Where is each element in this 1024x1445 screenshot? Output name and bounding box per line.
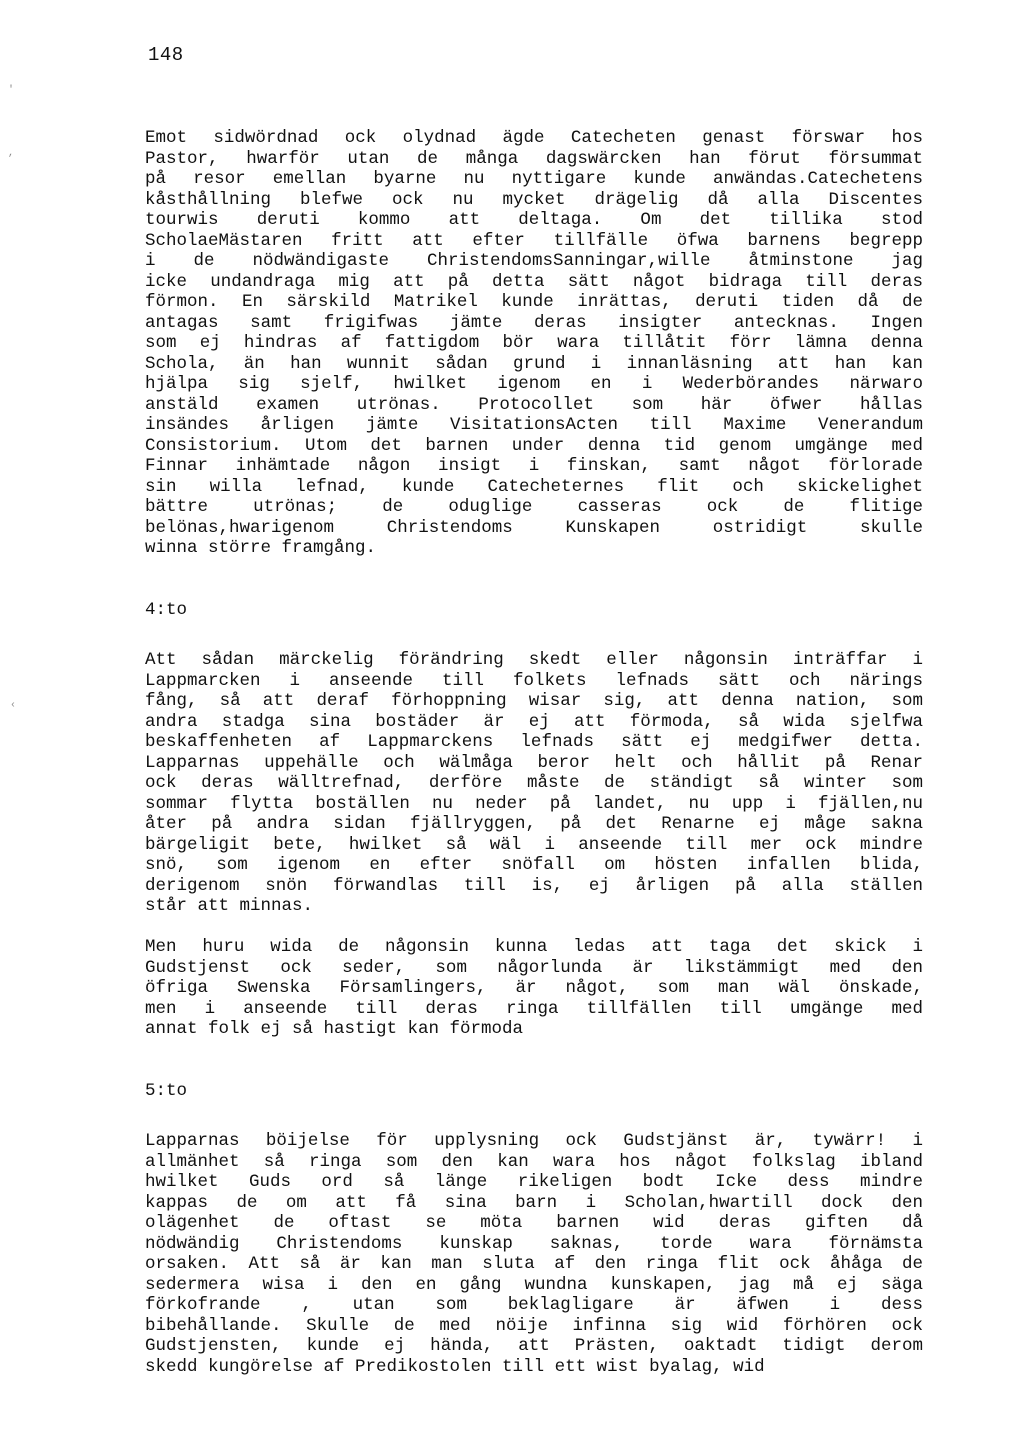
- document-body: [145, 128, 923, 1377]
- text-line: Gudstjensten, kunde ej hända, att Prästen, oaktadt tidigt derom: [145, 1336, 923, 1356]
- text-line: insändes årligen jämte VisitationsActen till Maxime Venerandum: [145, 415, 923, 435]
- paragraph: [145, 937, 923, 1040]
- text-line: nödwändig Christendoms kunskap saknas, torde wara förnämsta: [145, 1233, 923, 1254]
- text-line: skedd kungörelse af Predikostolen till ett wist byalag, wid: [145, 1356, 765, 1377]
- text-line: Men huru wida de någonsin kunna ledas att taga det skick i: [145, 937, 923, 957]
- text-line: tourwis deruti kommo att deltaga. Om det tillika stod: [145, 210, 923, 230]
- text-line: hjälpa sig sjelf, hwilket igenom en i Wederbörandes närwaro: [145, 374, 923, 394]
- page-number: 148: [148, 44, 184, 66]
- text-line: andra stadga sina bostäder är ej att förmoda, så wida sjelfwa: [145, 711, 923, 732]
- text-line: bärgeligit bete, hwilket så wäl i anseende till mer ock mindre: [145, 834, 923, 855]
- margin-mark: ': [8, 85, 15, 96]
- text-line: kåsthållning blefwe ock nu mycket drägelig då alla Discentes: [145, 189, 923, 210]
- paragraph: [145, 128, 923, 559]
- text-line: antagas samt frigifwas jämte deras insigter antecknas. Ingen: [145, 312, 923, 333]
- text-line: sedermera wisa i den en gång wundna kunskapen, jag må ej säga: [145, 1274, 923, 1295]
- text-line: Pastor, hwarför utan de många dagswärcken han förut försummat: [145, 148, 923, 169]
- text-line: som ej hindras af fattigdom bör wara tillåtit förr lämna denna: [145, 333, 923, 353]
- text-line: öfriga Swenska Församlingers, är något, som man wäl önskade,: [145, 978, 923, 998]
- text-line: annat folk ej så hastigt kan förmoda: [145, 1019, 524, 1039]
- text-line: icke undandraga mig att på detta sätt något bidraga till deras: [145, 271, 923, 292]
- text-line: i de nödwändigaste ChristendomsSanningar,wille åtminstone jag: [145, 251, 923, 271]
- text-line: ock deras wälltrefnad, derföre måste de ständigt så winter som: [145, 773, 923, 793]
- text-line: Consistorium. Utom det barnen under denna tid genom umgänge med: [145, 435, 923, 456]
- text-line: förmon. En särskild Matrikel kunde inrättas, deruti tiden då de: [145, 292, 923, 312]
- text-line: allmänhet så ringa som den kan wara hos något folkslag ibland: [145, 1151, 923, 1172]
- text-line: anstäld examen utrönas. Protocollet som här öfwer hållas: [145, 394, 923, 415]
- text-line: men i anseende till deras ringa tillfällen till umgänge med: [145, 998, 923, 1019]
- text-line: kappas de om att få sina barn i Scholan,hwartill dock den: [145, 1192, 923, 1213]
- text-line: ScholaeMästaren fritt att efter tillfälle öfwa barnens begrepp: [145, 230, 923, 251]
- text-line: Lapparnas böijelse för upplysning ock Gudstjänst är, tywärr! i: [145, 1131, 923, 1151]
- text-line: bättre utrönas; de oduglige casseras ock de flitige: [145, 497, 923, 517]
- margin-mark: ‹: [10, 700, 17, 711]
- paragraph: [145, 650, 923, 917]
- text-line: Gudstjenst ock seder, som någorlunda är likstämmigt med den: [145, 957, 923, 978]
- text-line: står att minnas.: [145, 896, 314, 916]
- text-line: winna större framgång.: [145, 538, 377, 558]
- text-line: fång, så att deraf förhoppning wisar sig, att denna nation, som: [145, 691, 923, 711]
- text-line: Finnar inhämtade någon insigt i finskan, samt något förlorade: [145, 456, 923, 476]
- text-line: förkofrande , utan som beklagligare är äfwen i dess: [145, 1295, 923, 1315]
- text-line: åter på andra sidan fjällryggen, på det Renarne ej måge sakna: [145, 814, 923, 834]
- text-line: beskaffenheten af Lappmarckens lefnads sätt ej medgifwer detta.: [145, 732, 923, 752]
- text-line: på resor emellan byarne nu nyttigare kunde anwändas.Catechetens: [145, 169, 923, 189]
- text-line: hwilket Guds ord så länge rikeligen bodt Icke dess mindre: [145, 1172, 923, 1192]
- text-line: Lappmarcken i anseende till folkets lefnads sätt och närings: [145, 670, 923, 691]
- margin-mark: ,: [8, 148, 15, 159]
- section-heading: 5:to: [145, 1080, 188, 1101]
- text-line: sommar flytta boställen nu neder på landet, nu upp i fjällen,nu: [145, 793, 923, 814]
- section-heading: 4:to: [145, 599, 188, 620]
- text-line: Emot sidwördnad ock olydnad ägde Catecheten genast förswar hos: [145, 128, 923, 148]
- text-line: olägenhet de oftast se möta barnen wid deras giften då: [145, 1213, 923, 1233]
- text-line: snö, som igenom en efter snöfall om hösten infallen blida,: [145, 855, 923, 875]
- text-line: Schola, än han wunnit sådan grund i innanläsning att han kan: [145, 353, 923, 374]
- text-line: orsaken. Att så är kan man sluta af den ringa flit ock åhåga de: [145, 1254, 923, 1274]
- text-line: Lapparnas uppehälle och wälmåga beror helt och hållit på Renar: [145, 752, 923, 773]
- text-line: bibehållande. Skulle de med nöije infinna sig wid förhören ock: [145, 1315, 923, 1336]
- text-line: belönas,hwarigenom Christendoms Kunskapen ostridigt skulle: [145, 517, 923, 538]
- text-line: sin willa lefnad, kunde Catecheternes flit och skickelighet: [145, 476, 923, 497]
- paragraph: [145, 1131, 923, 1377]
- text-line: Att sådan märckelig förändring skedt eller någonsin inträffar i: [145, 650, 923, 670]
- text-line: derigenom snön förwandlas till is, ej årligen på alla ställen: [145, 875, 923, 896]
